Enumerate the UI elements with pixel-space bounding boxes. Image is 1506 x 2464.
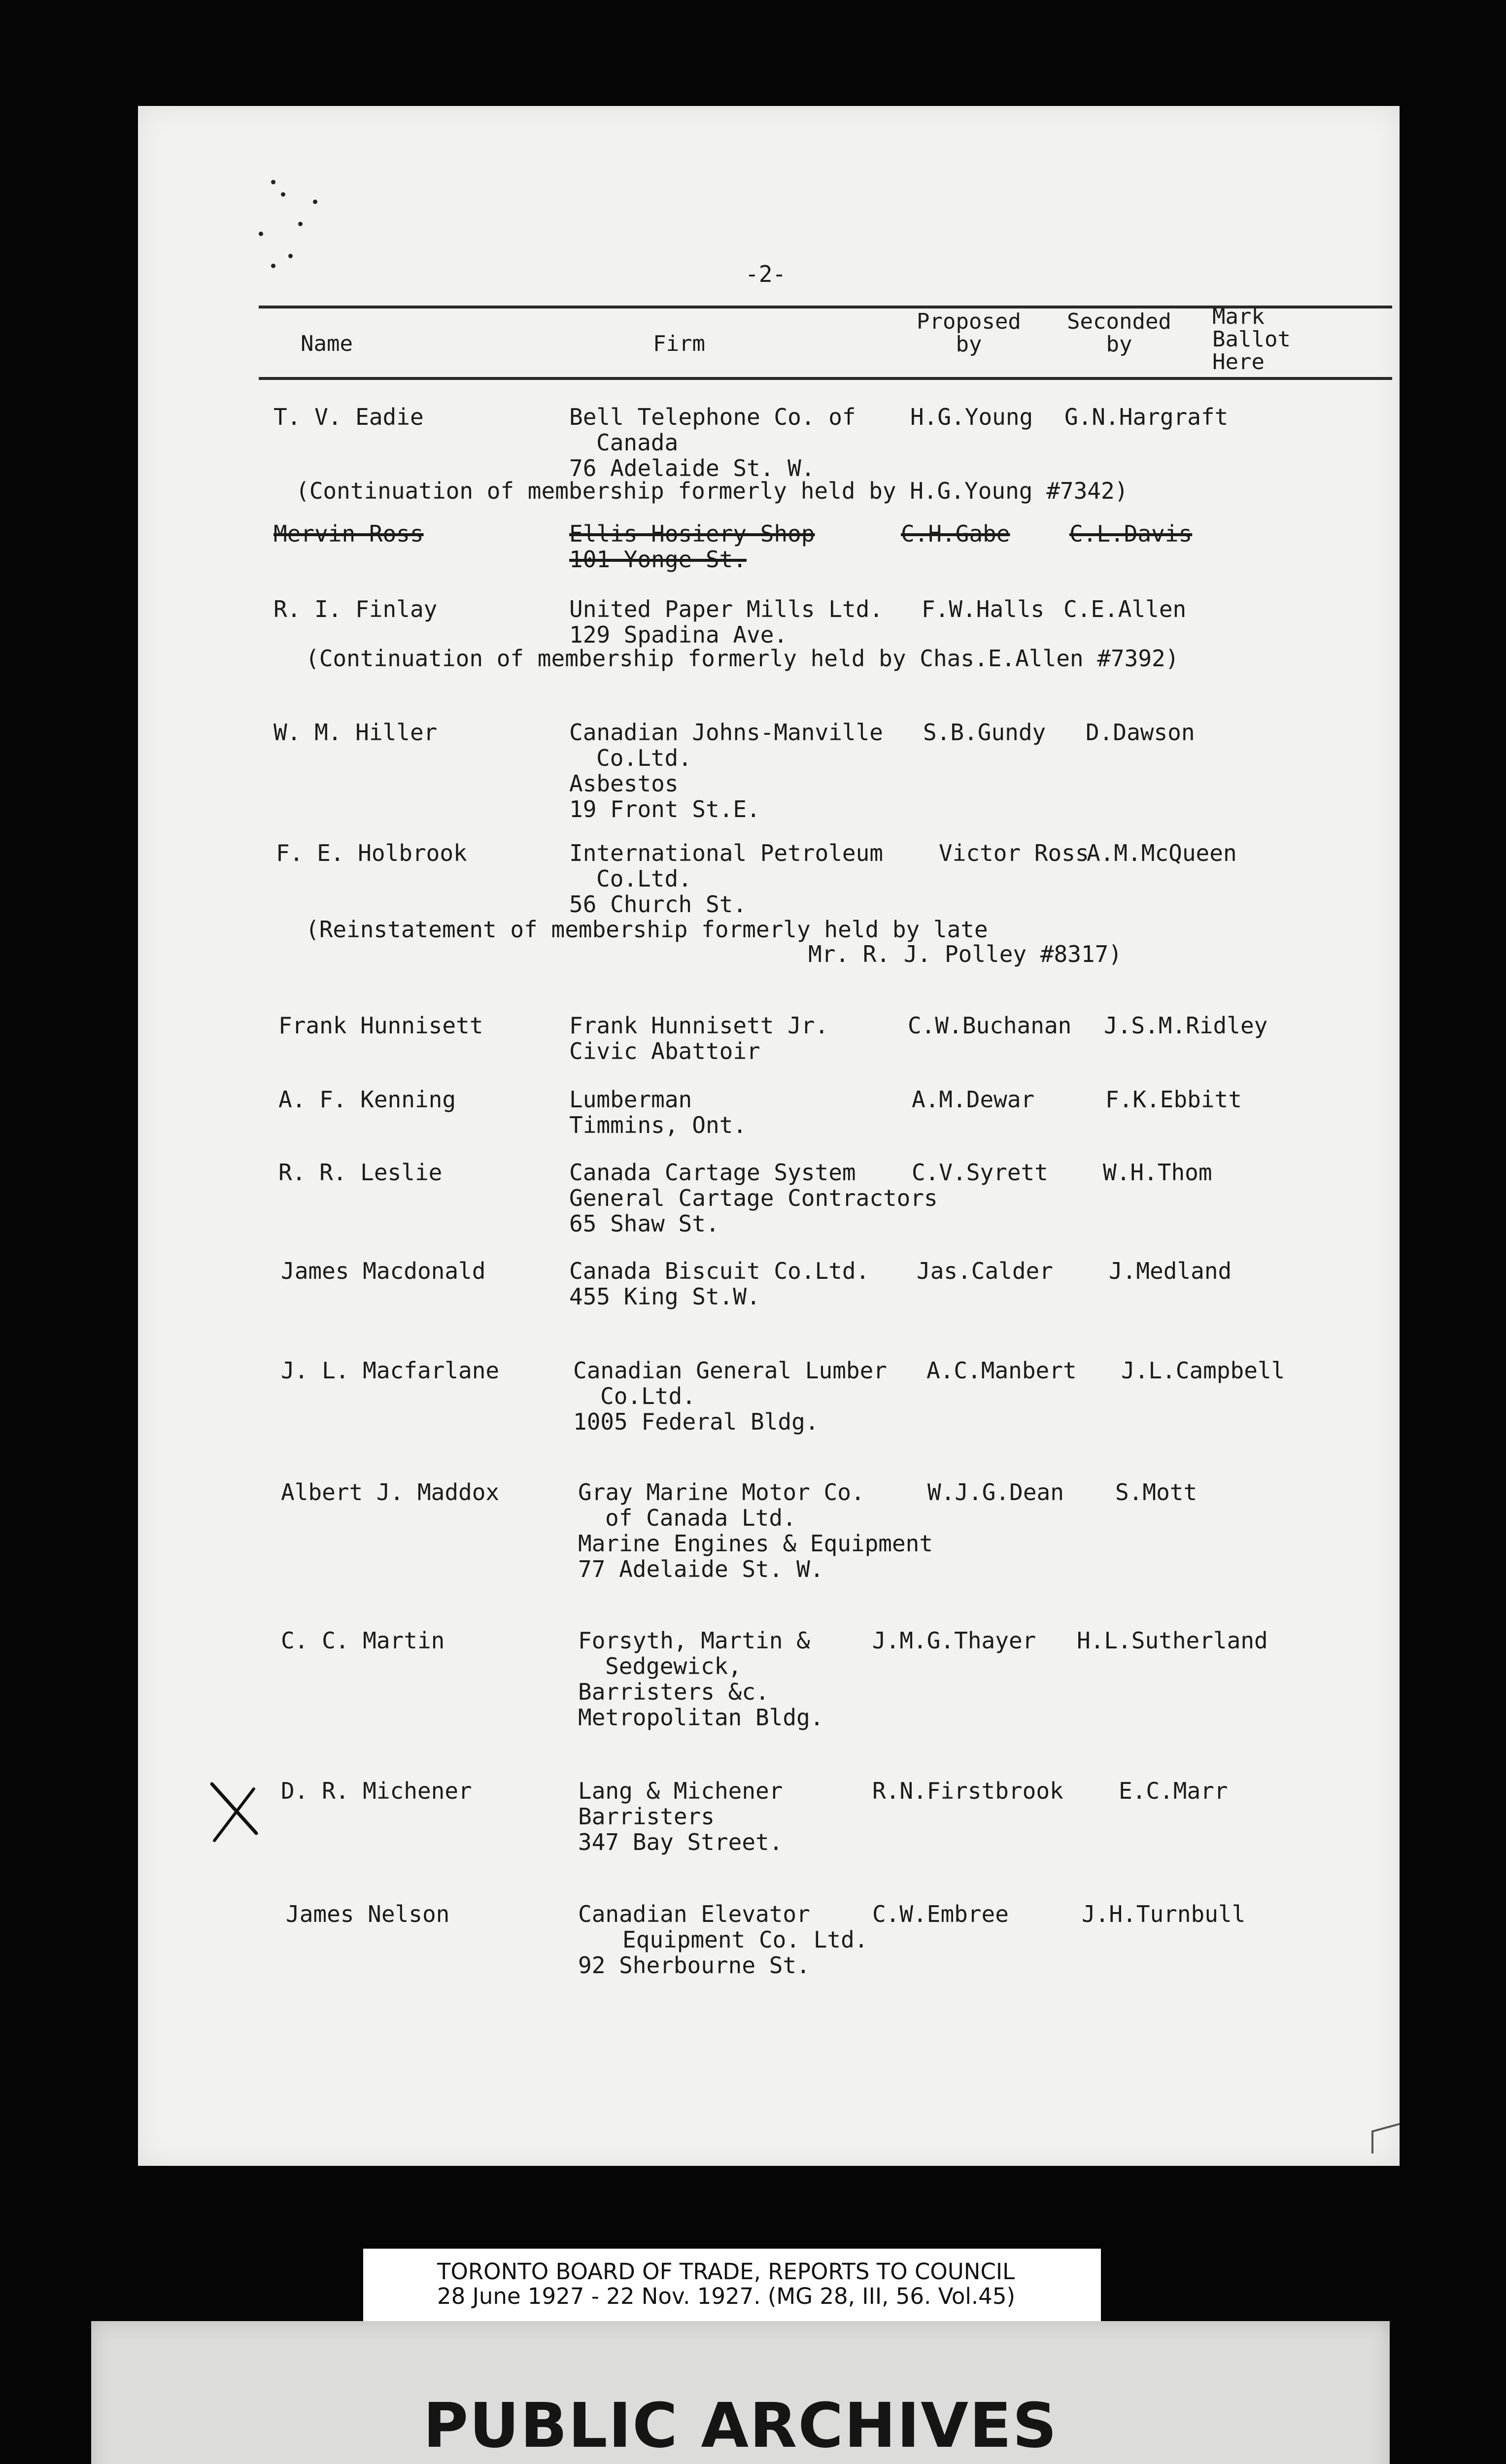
entry-note: (Reinstatement of membership formerly held by late — [306, 916, 988, 943]
entry-proposed: J.M.G.Thayer — [872, 1627, 1036, 1654]
header-firm: Firm — [653, 331, 705, 356]
folded-corner — [1370, 2122, 1404, 2156]
entry-name: T. V. Eadie — [274, 404, 424, 430]
entry-firm: Gray Marine Motor Co. of Canada Ltd. Marine Engines & Equipment 77 Adelaide St. W. — [578, 1479, 933, 1582]
page-number: -2- — [745, 261, 787, 287]
ballot-x-mark — [207, 1779, 261, 1843]
entry-name: James Macdonald — [281, 1258, 486, 1284]
entry-firm-struck: Ellis Hosiery Shop 101 Yonge St. — [569, 520, 815, 573]
document-page — [138, 106, 1400, 2166]
entry-proposed: C.W.Embree — [872, 1901, 1009, 1927]
entry-note: (Continuation of membership formerly held by H.G.Young #7342) — [296, 478, 1129, 504]
entry-seconded: J.S.M.Ridley — [1104, 1012, 1268, 1039]
entry-proposed: W.J.G.Dean — [927, 1479, 1064, 1506]
entry-name: Frank Hunnisett — [278, 1012, 483, 1039]
entry-seconded: D.Dawson — [1086, 719, 1195, 746]
entry-seconded: F.K.Ebbitt — [1105, 1086, 1242, 1113]
entry-proposed: S.B.Gundy — [923, 719, 1046, 746]
entry-proposed: C.W.Buchanan — [908, 1012, 1072, 1039]
entry-firm: Forsyth, Martin & Sedgewick, Barristers &c. Metropolitan Bldg. — [578, 1627, 824, 1731]
entry-proposed: Jas.Calder — [917, 1258, 1053, 1284]
entry-firm: Bell Telephone Co. of Canada 76 Adelaide St. W. — [569, 404, 856, 481]
header-name: Name — [301, 331, 353, 356]
entry-firm: United Paper Mills Ltd. 129 Spadina Ave. — [569, 596, 883, 648]
entry-firm: International Petroleum Co.Ltd. 56 Church St. — [569, 840, 883, 918]
entry-seconded: S.Mott — [1115, 1479, 1198, 1506]
entry-firm: Canadian General Lumber Co.Ltd. 1005 Federal Bldg. — [573, 1357, 887, 1435]
entry-firm: Lang & Michener Barristers 347 Bay Street. — [578, 1778, 783, 1855]
entry-name: A. F. Kenning — [278, 1086, 456, 1113]
entry-seconded: E.C.Marr — [1119, 1778, 1228, 1804]
entry-firm: Canadian Johns-Manville Co.Ltd. Asbestos 19 Front St.E. — [569, 719, 883, 822]
entry-proposed: H.G.Young — [910, 404, 1033, 430]
entry-note: (Continuation of membership formerly held by Chas.E.Allen #7392) — [306, 645, 1179, 672]
entry-seconded: C.E.Allen — [1063, 596, 1187, 622]
entry-seconded: J.Medland — [1109, 1258, 1232, 1284]
entry-firm: Canadian Elevator Equipment Co. Ltd. 92 Sherbourne St. — [578, 1901, 868, 1979]
entry-seconded-struck: C.L.Davis — [1069, 520, 1193, 547]
entry-firm: Canada Biscuit Co.Ltd. 455 King St.W. — [569, 1258, 870, 1310]
entry-name: James Nelson — [286, 1901, 450, 1927]
entry-proposed: A.M.Dewar — [912, 1086, 1035, 1113]
entry-seconded: J.H.Turnbull — [1082, 1901, 1246, 1927]
entry-name-struck: Mervin Ross — [274, 520, 424, 547]
entry-proposed: F.W.Halls — [922, 596, 1045, 622]
entry-seconded: H.L.Sutherland — [1077, 1627, 1268, 1654]
entry-firm: Canada Cartage System General Cartage Contractors 65 Shaw St. — [569, 1159, 938, 1237]
catalog-line-1: TORONTO BOARD OF TRADE, REPORTS TO COUNCIL — [437, 2259, 1015, 2285]
entry-seconded: J.L.Campbell — [1121, 1357, 1285, 1384]
entry-proposed: Victor Ross — [939, 840, 1089, 866]
header-seconded: Seconded by — [1067, 309, 1171, 357]
entry-note: Mr. R. J. Polley #8317) — [808, 941, 1122, 967]
entry-seconded: G.N.Hargraft — [1064, 404, 1229, 430]
entry-seconded: W.H.Thom — [1103, 1159, 1212, 1186]
entry-firm: Lumberman Timmins, Ont. — [569, 1086, 747, 1138]
catalog-reference-label — [363, 2249, 1101, 2322]
entry-proposed: C.V.Syrett — [912, 1159, 1048, 1186]
entry-name: D. R. Michener — [281, 1778, 472, 1804]
entry-name: F. E. Holbrook — [276, 840, 467, 866]
entry-proposed-struck: C.H.Gabe — [901, 520, 1010, 547]
entry-proposed: A.C.Manbert — [926, 1357, 1077, 1384]
entry-name: J. L. Macfarlane — [281, 1357, 500, 1384]
entry-name: Albert J. Maddox — [281, 1479, 500, 1506]
entry-name: R. R. Leslie — [278, 1159, 443, 1186]
header-proposed: Proposed by — [917, 309, 1021, 357]
entry-name: R. I. Finlay — [274, 596, 438, 622]
header-mark-ballot: Mark Ballot Here — [1212, 304, 1291, 375]
archives-stamp-card — [91, 2321, 1390, 2464]
entry-proposed: R.N.Firstbrook — [872, 1778, 1063, 1804]
entry-name: W. M. Hiller — [274, 719, 438, 746]
stamp-line-1: PUBLIC ARCHIVES — [423, 2390, 1058, 2462]
entry-name: C. C. Martin — [281, 1627, 445, 1654]
entry-seconded: A.M.McQueen — [1087, 840, 1237, 866]
catalog-line-2: 28 June 1927 - 22 Nov. 1927. (MG 28, III, 56. Vol.45) — [437, 2283, 1016, 2309]
entry-firm: Frank Hunnisett Jr. Civic Abattoir — [569, 1012, 829, 1064]
header-bottom-rule — [259, 377, 1392, 380]
